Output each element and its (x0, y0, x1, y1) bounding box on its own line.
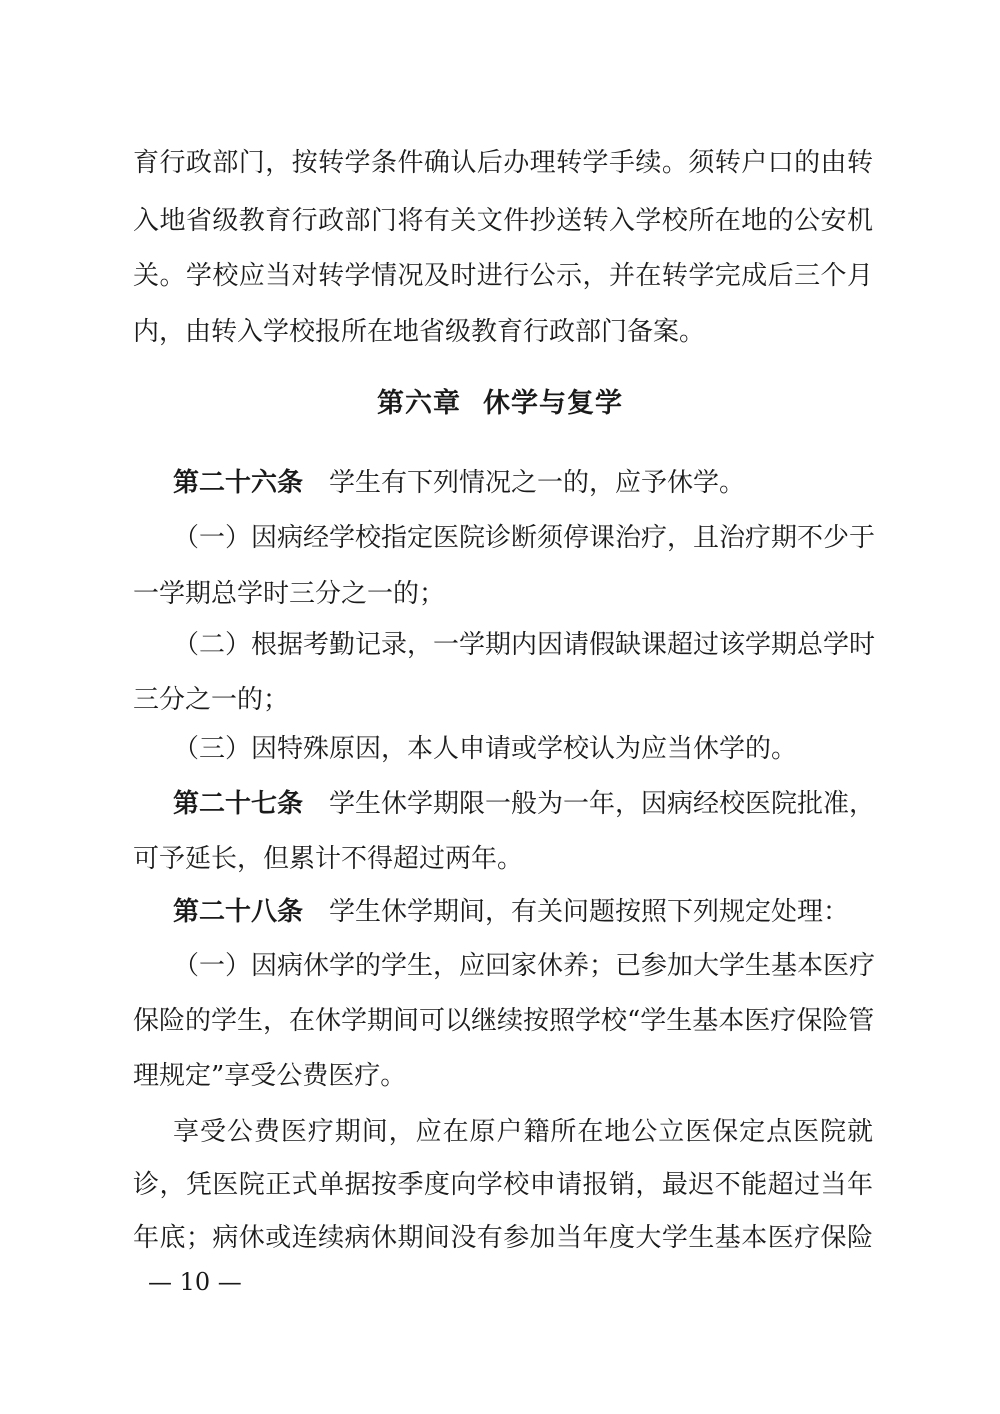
paragraph-line: 理规定”享受公费医疗。 (133, 1061, 407, 1091)
article-label: 第二十八条 (173, 897, 304, 927)
paragraph-line: 可予延长，但累计不得超过两年。 (133, 844, 524, 874)
article-label: 第二十七条 (173, 789, 304, 819)
page-number: — 10 — (148, 1268, 242, 1296)
paragraph-line: 关。学校应当对转学情况及时进行公示，并在转学完成后三个月 (133, 261, 873, 291)
paragraph-line: 年底；病休或连续病休期间没有参加当年度大学生基本医疗保险 (133, 1223, 873, 1253)
article-text: 学生有下列情况之一的，应予休学。 (329, 468, 746, 498)
paragraph-line: 保险的学生，在休学期间可以继续按照学校“学生基本医疗保险管 (133, 1006, 875, 1036)
article-text: 学生休学期间，有关问题按照下列规定处理： (329, 897, 850, 927)
paragraph-line: 三分之一的； (133, 685, 290, 715)
article-line (173, 784, 876, 824)
paragraph-line: 一学期总学时三分之一的； (133, 579, 446, 609)
article-label: 第二十六条 (173, 468, 304, 498)
paragraph-line: 享受公费医疗期间，应在原户籍所在地公立医保定点医院就 (173, 1117, 873, 1147)
paragraph-line: 诊，凭医院正式单据按季度向学校申请报销，最迟不能超过当年 (133, 1170, 873, 1200)
chapter-heading (0, 384, 1000, 424)
paragraph-line: 入地省级教育行政部门将有关文件抄送转入学校所在地的公安机 (133, 206, 873, 236)
clause-line: （一）因病休学的学生，应回家休养；已参加大学生基本医疗 (173, 951, 876, 981)
paragraph-line: 内，由转入学校报所在地省级教育行政部门备案。 (133, 317, 706, 347)
chapter-title: 休学与复学 (483, 388, 623, 419)
chapter-number: 第六章 (377, 388, 461, 419)
clause-line: （二）根据考勤记录，一学期内因请假缺课超过该学期总学时 (173, 630, 876, 660)
article-line (173, 463, 873, 503)
article-line (173, 892, 873, 932)
clause-line: （三）因特殊原因，本人申请或学校认为应当休学的。 (173, 734, 798, 764)
article-text: 学生休学期限一般为一年，因病经校医院批准， (329, 789, 876, 819)
paragraph-line: 育行政部门，按转学条件确认后办理转学手续。须转户口的由转 (133, 148, 873, 178)
clause-line: （一）因病经学校指定医院诊断须停课治疗，且治疗期不少于 (173, 523, 876, 553)
